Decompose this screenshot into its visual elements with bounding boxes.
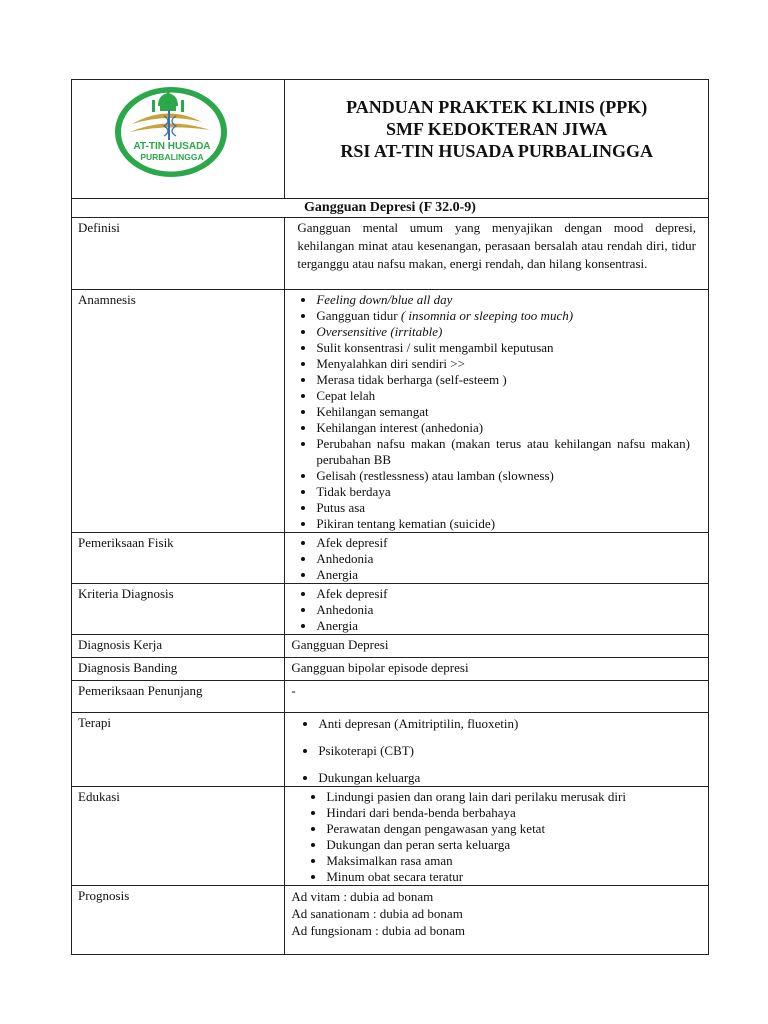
list-item: • Dukungan dan peran serta keluarga xyxy=(326,837,690,853)
list-item: • Anti depresan (Amitriptilin, fluoxetin) xyxy=(318,716,690,732)
list-item: • Anergia xyxy=(316,567,690,583)
title-line-2: SMF KEDOKTERAN JIWA xyxy=(385,119,608,139)
disorder-title: Gangguan Depresi (F 32.0-9) xyxy=(72,199,709,218)
logo-cell xyxy=(72,80,285,199)
list-item: • Menyalahkan diri sendiri >> xyxy=(316,356,690,372)
row-label: Kriteria Diagnosis xyxy=(72,584,285,635)
diagnosis-banding-value: Gangguan bipolar episode depresi xyxy=(285,658,709,681)
list-item: • Gelisah (restlessness) atau lamban (slowness) xyxy=(316,468,690,484)
pemeriksaan-fisik-list xyxy=(285,535,702,583)
list-item: • Anergia xyxy=(316,618,690,634)
row-label: Pemeriksaan Fisik xyxy=(72,533,285,584)
logo-bottom-text: PURBALINGGA xyxy=(140,152,204,162)
pemeriksaan-penunjang-value: - xyxy=(285,681,709,713)
anamnesis-list xyxy=(285,292,702,532)
ppk-document-table xyxy=(71,79,709,955)
edukasi-list xyxy=(285,789,702,885)
list-item: • Cepat lelah xyxy=(316,388,690,404)
row-label: Prognosis xyxy=(72,886,285,955)
title-line-3: RSI AT-TIN HUSADA PURBALINGGA xyxy=(340,141,653,161)
header-title-cell xyxy=(285,80,709,199)
list-item: • Afek depresif xyxy=(316,535,690,551)
pemeriksaan-fisik-cell xyxy=(285,533,709,584)
list-item: • Anhedonia xyxy=(316,551,690,567)
row-label: Terapi xyxy=(72,713,285,787)
list-item: • Merasa tidak berharga (self-esteem ) xyxy=(316,372,690,388)
row-diagnosis-banding xyxy=(72,658,709,681)
row-pemeriksaan-penunjang xyxy=(72,681,709,713)
list-item: • Perubahan nafsu makan (makan terus atau kehilangan nafsu makan) perubahan BB xyxy=(316,436,690,468)
list-item: • Anhedonia xyxy=(316,602,690,618)
row-label: Diagnosis Kerja xyxy=(72,635,285,658)
row-kriteria-diagnosis xyxy=(72,584,709,635)
list-item: • Minum obat secara teratur xyxy=(326,869,690,885)
row-anamnesis xyxy=(72,290,709,533)
list-item: • Oversensitive (irritable) xyxy=(316,324,690,340)
list-item: • Psikoterapi (CBT) xyxy=(318,743,690,759)
edukasi-cell xyxy=(285,787,709,886)
list-item: • Afek depresif xyxy=(316,586,690,602)
anamnesis-cell xyxy=(285,290,709,533)
kriteria-diagnosis-cell xyxy=(285,584,709,635)
list-item: • Pikiran tentang kematian (suicide) xyxy=(316,516,690,532)
terapi-list xyxy=(285,716,702,786)
list-item: • Putus asa xyxy=(316,500,690,516)
list-item-italic: ( insomnia or sleeping too much) xyxy=(400,308,574,323)
kriteria-diagnosis-list xyxy=(285,586,702,634)
row-label: Pemeriksaan Penunjang xyxy=(72,681,285,713)
list-item: • Perawatan dengan pengawasan yang ketat xyxy=(326,821,690,837)
document-title xyxy=(285,80,708,162)
list-item-text: Gangguan tidur xyxy=(316,308,401,323)
prognosis-line: Ad fungsionam : dubia ad bonam xyxy=(291,923,465,938)
row-label: Diagnosis Banding xyxy=(72,658,285,681)
row-edukasi xyxy=(72,787,709,886)
row-label: Anamnesis xyxy=(72,290,285,533)
list-item: • Feeling down/blue all day xyxy=(316,292,690,308)
list-item: • Hindari dari benda-benda berbahaya xyxy=(326,805,690,821)
row-terapi xyxy=(72,713,709,787)
list-item xyxy=(316,308,690,324)
row-definisi xyxy=(72,218,709,290)
row-diagnosis-kerja xyxy=(72,635,709,658)
list-item: • Sulit konsentrasi / sulit mengambil keputusan xyxy=(316,340,690,356)
list-item: • Kehilangan semangat xyxy=(316,404,690,420)
prognosis-line: Ad vitam : dubia ad bonam xyxy=(291,889,434,904)
terapi-cell xyxy=(285,713,709,787)
logo-top-text: AT-TIN HUSADA xyxy=(133,141,211,152)
prognosis-line: Ad sanationam : dubia ad bonam xyxy=(291,906,463,921)
hospital-logo xyxy=(72,80,285,198)
definisi-text: Gangguan mental umum yang menyajikan dengan mood depresi, kehilangan minat atau kesenangan, perasaan bersalah atau rendah diri, tidur terganggu atau nafsu makan, energi rendah, dan hilang konsentrasi. xyxy=(285,218,709,290)
list-item: • Maksimalkan rasa aman xyxy=(326,853,690,869)
header-row xyxy=(72,80,709,199)
prognosis-cell xyxy=(285,886,709,955)
row-label: Definisi xyxy=(72,218,285,290)
row-label: Edukasi xyxy=(72,787,285,886)
list-item: • Lindungi pasien dan orang lain dari perilaku merusak diri xyxy=(326,789,690,805)
list-item: • Dukungan keluarga xyxy=(318,770,690,786)
row-pemeriksaan-fisik xyxy=(72,533,709,584)
list-item: • Kehilangan interest (anhedonia) xyxy=(316,420,690,436)
list-item: • Tidak berdaya xyxy=(316,484,690,500)
diagnosis-kerja-value: Gangguan Depresi xyxy=(285,635,709,658)
subtitle-row xyxy=(72,199,709,218)
title-line-1: PANDUAN PRAKTEK KLINIS (PPK) xyxy=(346,97,648,117)
row-prognosis xyxy=(72,886,709,955)
